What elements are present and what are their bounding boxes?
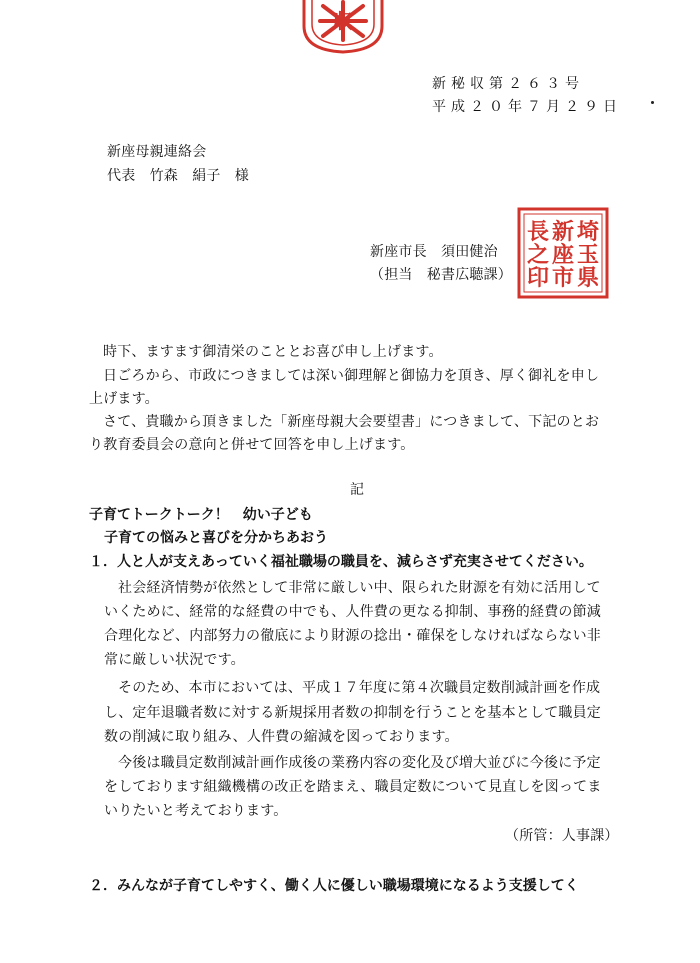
item-2-heading: ２．みんなが子育てしやすく、働く人に優しい職場環境になるよう支援してく	[89, 878, 579, 894]
seal-char-5: 座	[551, 242, 575, 268]
item-1-department: （所管：人事課）	[505, 828, 619, 844]
seal-char-6: 市	[551, 265, 575, 291]
greeting-line-1: 時下、ますます御清栄のこととお喜び申し上げます。	[103, 344, 443, 360]
greeting-line-3: 上げます。	[89, 391, 159, 407]
official-square-seal	[516, 206, 610, 300]
item-1-heading: １．人と人が支えあっていく福祉職場の職員を、減らさず充実させてください。	[89, 554, 593, 570]
seal-char-9: 印	[526, 265, 550, 291]
seal-char-2: 玉	[576, 242, 600, 268]
sender-name: 新座市長 須田健治	[370, 244, 498, 260]
item-1-line-2: いくために、経常的な経費の中でも、人件費の更なる抑制、事務的経費の節減	[104, 604, 601, 620]
seal-char-8: 之	[526, 242, 550, 268]
item-1-line-6: し、定年退職者数に対する新規採用者数の抑制を行うことを基本として職員定	[104, 705, 601, 721]
item-1-line-10: いりたいと考えております。	[104, 803, 288, 819]
document-date: 平成２０年７月２９日	[432, 99, 622, 115]
item-1-line-1: 社会経済情勢が依然として非常に厳しい中、限られた財源を有効に活用して	[118, 580, 601, 596]
seal-char-4: 新	[551, 219, 575, 245]
greeting-line-2: 日ごろから、市政につきましては深い御理解と御協力を頂き、厚く御礼を申し	[103, 368, 600, 384]
seal-char-1: 埼	[576, 219, 600, 245]
item-1-line-3: 合理化など、内部努力の徹底により財源の捻出・確保をしなければならない非	[104, 628, 601, 644]
speck-mark	[651, 101, 654, 104]
addressee-person: 代表 竹森 絹子 様	[107, 168, 249, 184]
item-1-line-4: 常に厳しい状況です。	[104, 652, 245, 668]
sender-contact: （担当 秘書広聴課）	[370, 267, 512, 283]
seal-char-3: 県	[576, 265, 600, 291]
item-1-line-8: 今後は職員定数削減計画作成後の業務内容の変化及び増大並びに今後に予定	[118, 755, 601, 771]
seal-char-7: 長	[526, 219, 550, 245]
section-subtitle: 子育ての悩みと喜びを分かちあおう	[104, 530, 328, 546]
greeting-line-4: さて、貴職から頂きました「新座母親大会要望書」につきまして、下記のとお	[103, 414, 600, 430]
document-number: 新秘収第２６３号	[432, 76, 584, 92]
top-seal-char: 収	[333, 9, 353, 33]
item-1-line-9: をしております組織機構の改正を踏まえ、職員定数について見直しを図ってま	[104, 779, 602, 795]
section-title: 子育てトークトーク！ 幼い子ども	[89, 507, 313, 523]
greeting-line-5: り教育委員会の意向と併せて回答を申し上げます。	[89, 437, 415, 453]
item-1-line-7: 数の削減に取り組み、人件費の縮減を図っております。	[104, 729, 459, 745]
item-1-line-5: そのため、本市においては、平成１７年度に第４次職員定数削減計画を作成	[118, 680, 601, 696]
receipt-seal-stamp	[298, 0, 388, 54]
ki-heading: 記	[350, 482, 365, 498]
addressee-org: 新座母親連絡会	[107, 144, 207, 160]
